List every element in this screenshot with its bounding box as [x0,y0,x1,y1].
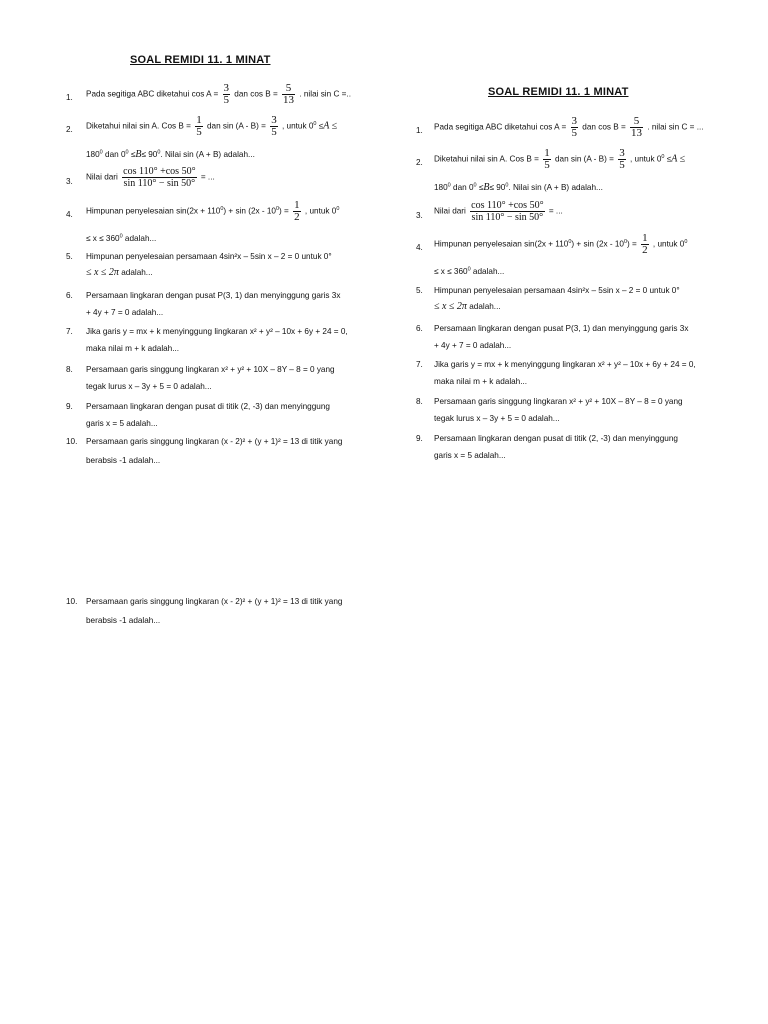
question-1: 1. Pada segitiga ABC diketahui cos A = $\frac{3}{5}$ dan cos B = $\frac{5}{13}$ . nilai sin C =.. [66,82,351,106]
question-9: 9. Persamaan lingkaran dengan pusat di titik (2, -3) dan menyinggung garis x = 5 adalah... [66,402,330,428]
question-4: 4. Himpunan penyelesaian $\sin(2x + 110^0) + \sin (2x - 10^0)$ = $\frac{1}{2}$ , untuk $0^0$ ≤ $x \le 360^0$ adalah... [416,232,688,276]
question-6: 6. Persamaan lingkaran dengan pusat P(3, 1) dan menyinggung garis 3x + 4y + 7 = 0 adalah... [66,291,341,317]
question-7: 7. Jika garis y = mx + k menyinggung lingkaran x² + y² – 10x + 6y + 24 = 0, maka nilai m + k adalah... [66,327,348,353]
question-3: 3. Nilai dari $\frac{\cos 110^\circ +\cos 50^\circ}{\sin 110^\circ - \sin 50^\circ}$ = ... [416,200,563,223]
question-6: 6. Persamaan lingkaran dengan pusat P(3, 1) dan menyinggung garis 3x + 4y + 7 = 0 adalah... [416,324,689,350]
question-2: 2. Diketahui nilai sin A. Cos B = $\frac{1}{5}$ dan sin (A - B) = $\frac{3}{5}$ , untuk $0^0 \le A$ ≤ $180^0$ dan $0^0 \le B\le 90^0$. Nilai sin (A + B) adalah... [66,114,338,160]
fraction-5-13: $\frac{5}{13}$ [283,82,295,106]
question-10: 10. Persamaan garis singgung lingkaran (x - 2)² + (y + 1)² = 13 di titik yang berabsis -1 adalah... [66,437,343,465]
question-9: 9. Persamaan lingkaran dengan pusat di titik (2, -3) dan menyinggung garis x = 5 adalah... [416,434,678,460]
question-5: 5. Himpunan penyelesaian persamaan 4sin²x – 5sin x – 2 = 0 untuk 0° ≤ x ≤ 2π adalah... [416,286,680,312]
fraction-trig: $\frac{\cos 110^\circ +\cos 50^\circ}{\sin 110^\circ - \sin 50^\circ}$ [123,166,196,189]
question-8: 8. Persamaan garis singgung lingkaran x² + y² + 10X – 8Y – 8 = 0 yang tegak lurus x – 3y + 5 = 0 adalah... [66,365,335,391]
question-7: 7. Jika garis y = mx + k menyinggung lingkaran x² + y² – 10x + 6y + 24 = 0, maka nilai m + k adalah... [416,360,696,386]
question-8: 8. Persamaan garis singgung lingkaran x² + y² + 10X – 8Y – 8 = 0 yang tegak lurus x – 3y + 5 = 0 adalah... [416,397,683,423]
question-4: 4. Himpunan penyelesaian $\sin(2x + 110^0) + \sin (2x - 10^0)$ = $\frac{1}{2}$ , untuk $0^0$ ≤ $x \le 360^0$ adalah... [66,199,340,243]
page-title: SOAL REMIDI 11. 1 MINAT [130,54,271,66]
question-10-repeat: 10. Persamaan garis singgung lingkaran (x - 2)² + (y + 1)² = 13 di titik yang berabsis -1 adalah... [66,597,343,625]
question-1: 1. Pada segitiga ABC diketahui cos A = $\frac{3}{5}$ dan cos B = $\frac{5}{13}$ . nilai sin C = ... [416,115,704,139]
question-5: 5. Himpunan penyelesaian persamaan 4sin²x – 5sin x – 2 = 0 untuk 0° ≤ x ≤ 2π adalah... [66,252,332,278]
fraction-3-5: $\frac{3}{5}$ [223,82,230,106]
question-2: 2. Diketahui nilai sin A. Cos B = $\frac{1}{5}$ dan sin (A - B) = $\frac{3}{5}$ , untuk $0^0 \le A$ ≤ $180^0$ dan $0^0 \le B\le 90^0$. Nilai sin (A + B) adalah... [416,147,686,193]
page-title: SOAL REMIDI 11. 1 MINAT [488,86,629,98]
question-3: 3. Nilai dari $\frac{\cos 110^\circ +\cos 50^\circ}{\sin 110^\circ - \sin 50^\circ}$ = ... [66,166,215,189]
question-number: 1. [66,93,73,102]
